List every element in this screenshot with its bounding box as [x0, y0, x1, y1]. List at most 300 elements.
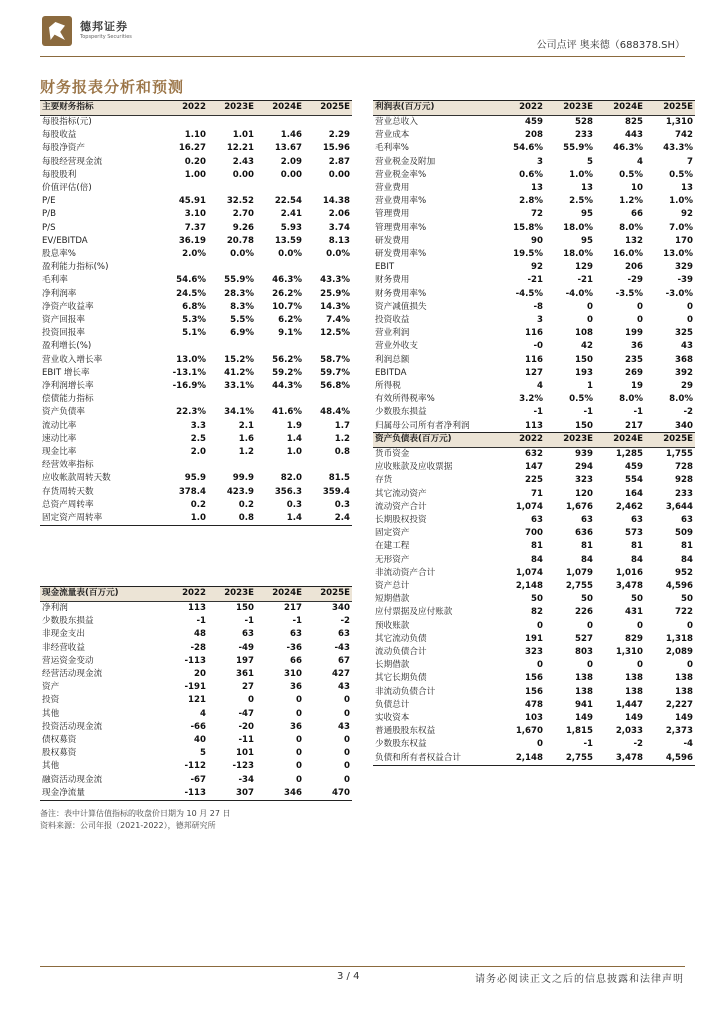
cell-value: 26.2%: [272, 288, 302, 299]
cell-value: 8.3%: [230, 301, 254, 312]
cell-value: 1.9: [286, 420, 302, 431]
cell-value: -66: [190, 721, 206, 732]
cell-value: 16.27: [178, 143, 206, 154]
table-row: [373, 659, 695, 672]
cell-value: 95.9: [184, 473, 206, 484]
row-label: 营业成本: [375, 130, 410, 141]
table-row: [40, 367, 352, 380]
cell-value: 63: [338, 629, 350, 640]
row-label: 营业总收入: [375, 117, 418, 127]
row-label: 其它流动资产: [375, 488, 427, 499]
table-row: [40, 274, 352, 287]
cell-value: 0: [344, 748, 350, 759]
table-row: [40, 420, 352, 433]
brand-logo-icon: [42, 16, 72, 46]
cell-value: 81: [631, 541, 643, 552]
row-label: 营业收入增长率: [42, 354, 103, 365]
cell-value: 459: [525, 117, 543, 127]
table-row: [40, 235, 352, 248]
cell-value: 0: [296, 735, 302, 746]
table-row: [40, 446, 352, 459]
table-row: [40, 668, 352, 681]
row-label: 归属母公司所有者净利润: [373, 420, 495, 434]
cell-value: -1: [633, 407, 643, 418]
cell-value: 470: [304, 787, 352, 801]
balance-table-wrap: [373, 432, 695, 766]
table-row: [40, 116, 352, 130]
cell-value: 2,373: [665, 726, 693, 737]
table-row: [40, 327, 352, 340]
table-row: [40, 774, 352, 787]
cell-value: 5.5%: [230, 315, 254, 326]
cell-value: 1,447: [615, 699, 643, 710]
table-row: [40, 602, 352, 616]
year-header: 2024E: [595, 433, 645, 448]
cell-value: 113: [495, 420, 545, 434]
cell-value: 58.7%: [320, 354, 350, 365]
cell-value: 0: [296, 748, 302, 759]
cell-value: 1.6: [238, 433, 254, 444]
cell-value: 1,074: [515, 501, 543, 512]
table-row: [40, 787, 352, 801]
cell-value: 1: [587, 381, 593, 392]
cell-value: 63: [290, 629, 302, 640]
cell-value: 50: [581, 594, 593, 605]
cell-value: [208, 340, 256, 353]
table-row: [40, 301, 352, 314]
cell-value: 1,670: [515, 726, 543, 737]
cell-value: 10: [631, 183, 643, 194]
cell-value: 3.3: [190, 420, 206, 431]
cell-value: 25.9%: [320, 288, 350, 299]
page-number: 3 / 4: [337, 971, 360, 982]
cell-value: 43: [338, 721, 350, 732]
cell-value: 4: [637, 156, 643, 167]
row-label: 营业税金率%: [375, 169, 427, 180]
cell-value: [160, 116, 208, 130]
cell-value: 5: [200, 748, 206, 759]
cell-value: 1.46: [280, 130, 302, 141]
cell-value: 233: [675, 488, 693, 499]
cell-value: 939: [575, 449, 593, 459]
cell-value: 1.01: [232, 130, 254, 141]
table-row: [40, 747, 352, 760]
cell-value: 132: [625, 235, 643, 246]
cell-value: 113: [188, 603, 206, 613]
cell-value: 7.0%: [669, 222, 693, 233]
cell-value: 3.74: [328, 222, 350, 233]
row-label: 应收帐款周转天数: [42, 473, 111, 484]
table-row: [40, 288, 352, 301]
table-row: [373, 554, 695, 567]
cell-value: 50: [531, 594, 543, 605]
cell-value: 5: [587, 156, 593, 167]
table-header-row: [40, 101, 352, 116]
table-row: [40, 142, 352, 155]
row-label: 流动资产合计: [375, 501, 427, 512]
cell-value: 27: [242, 682, 254, 693]
row-label: 盈利增长(%): [42, 341, 92, 352]
cell-value: -4.0%: [565, 288, 593, 299]
table-row: [373, 116, 695, 130]
report-type-company: 公司点评 奥来德（688378.SH）: [536, 40, 685, 51]
year-header: 2024E: [595, 101, 645, 116]
table-row: [373, 725, 695, 738]
year-header: 2023E: [545, 101, 595, 116]
table-row: [373, 686, 695, 699]
cell-value: 138: [625, 686, 643, 697]
cell-value: 149: [675, 713, 693, 724]
table-row: [373, 540, 695, 553]
cell-value: 13: [681, 183, 693, 194]
cell-value: 15.8%: [513, 222, 543, 233]
row-label: 每股净资产: [42, 143, 85, 154]
cell-value: 8.0%: [669, 394, 693, 405]
cell-value: 217: [595, 420, 645, 434]
table-row: [40, 156, 352, 169]
row-label: 研发费用率%: [375, 249, 427, 260]
table-row: [373, 646, 695, 659]
cell-value: [208, 459, 256, 472]
row-label: 有效所得税率%: [375, 394, 435, 405]
cell-value: 423.9: [226, 486, 254, 497]
year-header: 2022: [495, 101, 545, 116]
cell-value: 59.7%: [320, 367, 350, 378]
table-row: [40, 380, 352, 393]
cell-value: 0: [587, 315, 593, 326]
cell-value: 0.0%: [326, 249, 350, 260]
cell-value: 10.7%: [272, 301, 302, 312]
cell-value: 2.41: [280, 209, 302, 220]
cell-value: -67: [190, 774, 206, 785]
cell-value: -29: [627, 275, 643, 286]
cell-value: 0: [344, 735, 350, 746]
cell-value: [256, 340, 304, 353]
cell-value: 2,462: [615, 501, 643, 512]
row-label: 营业税金及附加: [375, 156, 436, 167]
cell-value: 48: [194, 629, 206, 640]
table-row: [40, 393, 352, 406]
cell-value: [208, 393, 256, 406]
cell-value: 1.0: [286, 447, 302, 458]
cell-value: 28.3%: [224, 288, 254, 299]
cell-value: 18.0%: [563, 249, 593, 260]
table-row: [373, 222, 695, 235]
cell-value: 120: [575, 488, 593, 499]
cell-value: 217: [284, 603, 302, 613]
cell-value: 359.4: [322, 486, 350, 497]
cell-value: -191: [184, 682, 206, 693]
cell-value: 742: [675, 130, 693, 141]
table-row: [373, 406, 695, 419]
cell-value: 0.00: [280, 169, 302, 180]
row-label: 现金比率: [42, 447, 77, 458]
row-label: 固定资产周转率: [40, 512, 160, 526]
cell-value: 0: [687, 620, 693, 631]
cell-value: 24.5%: [176, 288, 206, 299]
cell-value: 226: [575, 607, 593, 618]
table-row: [40, 681, 352, 694]
cell-value: 43: [681, 341, 693, 352]
cell-value: 3.10: [184, 209, 206, 220]
cell-value: 636: [575, 528, 593, 539]
cell-value: -112: [184, 761, 206, 772]
cell-value: 4: [537, 381, 543, 392]
cell-value: 14.3%: [320, 301, 350, 312]
table-row: [373, 169, 695, 182]
table-row: [40, 734, 352, 747]
cell-value: 952: [675, 567, 693, 578]
table-row: [40, 499, 352, 512]
cell-value: 63: [631, 515, 643, 526]
cell-value: 527: [575, 633, 593, 644]
table-row: [373, 580, 695, 593]
table-row: [40, 721, 352, 734]
cell-value: 19.5%: [513, 249, 543, 260]
cell-value: 199: [625, 328, 643, 339]
cell-value: 323: [525, 647, 543, 658]
cell-value: -3.5%: [615, 288, 643, 299]
year-header: 2025E: [645, 101, 695, 116]
cell-value: 5.93: [280, 222, 302, 233]
cell-value: 0.00: [232, 169, 254, 180]
table-row: [373, 620, 695, 633]
cell-value: 36: [631, 341, 643, 352]
cell-value: 20.78: [226, 235, 254, 246]
cell-value: 32.52: [226, 196, 254, 207]
cell-value: 459: [625, 462, 643, 473]
cell-value: 191: [525, 633, 543, 644]
table-row: [373, 567, 695, 580]
cell-value: 81: [581, 541, 593, 552]
row-label: 债权募资: [42, 735, 77, 746]
cell-value: 2,755: [545, 752, 595, 766]
row-label: 投资活动现金流: [42, 721, 103, 732]
cell-value: 2.1: [238, 420, 254, 431]
row-label: 长期股权投资: [375, 515, 427, 526]
cell-value: 0: [687, 301, 693, 312]
cell-value: 206: [625, 262, 643, 273]
cell-value: 13.67: [274, 143, 302, 154]
cell-value: 108: [575, 328, 593, 339]
row-label: 净利润: [42, 603, 68, 613]
row-label: 负债总计: [375, 699, 410, 710]
cell-value: 6.8%: [182, 301, 206, 312]
row-label: 资产: [42, 682, 60, 693]
cell-value: 0: [687, 660, 693, 671]
cell-value: 1.00: [184, 169, 206, 180]
table-row: [373, 593, 695, 606]
cell-value: 0.0%: [230, 249, 254, 260]
cell-value: 156: [525, 686, 543, 697]
row-label: 经营效率指标: [42, 460, 94, 471]
cell-value: 81: [531, 541, 543, 552]
cell-value: [304, 459, 352, 472]
row-label: 盈利能力指标(%): [42, 262, 109, 273]
cell-value: 29: [681, 381, 693, 392]
row-label: P/B: [42, 209, 56, 220]
table-row: [373, 340, 695, 353]
cell-value: 340: [645, 420, 695, 434]
cell-value: 509: [675, 528, 693, 539]
cell-value: 1.0%: [569, 169, 593, 180]
row-label: 流动比率: [42, 420, 77, 431]
cell-value: -8: [533, 301, 543, 312]
cell-value: 147: [525, 462, 543, 473]
cell-value: 310: [284, 669, 302, 680]
row-label: 利润总额: [375, 354, 410, 365]
cell-value: 41.2%: [224, 367, 254, 378]
cell-value: 7.37: [184, 222, 206, 233]
table-row: [373, 301, 695, 314]
cell-value: 67: [338, 655, 350, 666]
table-row: [40, 354, 352, 367]
year-header: 2025E: [304, 587, 352, 602]
cell-value: 13.0%: [176, 354, 206, 365]
cell-value: 71: [531, 488, 543, 499]
table-title: 资产负债表(百万元): [373, 433, 495, 448]
cell-value: 56.2%: [272, 354, 302, 365]
row-label: 少数股东损益: [375, 407, 427, 418]
table-row: [40, 615, 352, 628]
table-row: [373, 501, 695, 514]
cell-value: 431: [625, 607, 643, 618]
cell-value: 81.5: [328, 473, 350, 484]
cell-value: 0.6%: [519, 169, 543, 180]
cell-value: 233: [575, 130, 593, 141]
cell-value: 1.4: [256, 512, 304, 526]
cell-value: 15.2%: [224, 354, 254, 365]
row-label: 股权募资: [42, 748, 77, 759]
row-label: 营运资金变动: [42, 655, 94, 666]
cell-value: 22.54: [274, 196, 302, 207]
cell-value: 2,089: [665, 647, 693, 658]
cell-value: 356.3: [274, 486, 302, 497]
row-label: 其他: [42, 708, 60, 719]
cell-value: 63: [681, 515, 693, 526]
cell-value: 127: [525, 367, 543, 378]
cell-value: 0: [344, 695, 350, 706]
cell-value: [304, 261, 352, 274]
table-row: [40, 340, 352, 353]
brand-name: 德邦证券: [80, 20, 128, 33]
cell-value: 43.3%: [320, 275, 350, 286]
cell-value: 0.0%: [278, 249, 302, 260]
table-row: [373, 235, 695, 248]
row-label: 速动比率: [42, 433, 77, 444]
cell-value: 82.0: [280, 473, 302, 484]
cell-value: 13.0%: [663, 249, 693, 260]
row-label: 非流动资产合计: [375, 567, 436, 578]
cell-value: 2.4: [304, 512, 352, 526]
year-header: 2023E: [208, 587, 256, 602]
cell-value: 829: [625, 633, 643, 644]
note-valuation-date: 备注：表中计算估值指标的收盘价日期为 10 月 27 日: [40, 809, 231, 818]
row-label: 偿债能力指标: [42, 394, 94, 405]
cell-value: 2,148: [495, 752, 545, 766]
cell-value: -2: [633, 739, 643, 750]
cell-value: 149: [575, 713, 593, 724]
cell-value: 99.9: [232, 473, 254, 484]
cell-value: 0.5%: [569, 394, 593, 405]
cell-value: 2,148: [515, 581, 543, 592]
table-row: [40, 486, 352, 499]
cell-value: -3.0%: [665, 288, 693, 299]
cell-value: 46.3%: [613, 143, 643, 154]
cell-value: 1,016: [615, 567, 643, 578]
cell-value: 55.9%: [563, 143, 593, 154]
cell-value: [208, 116, 256, 130]
table-row: [373, 327, 695, 340]
row-label: 少数股东权益: [375, 739, 427, 750]
cell-value: -1: [533, 407, 543, 418]
cell-value: 0: [537, 739, 543, 750]
year-header: 2023E: [545, 433, 595, 448]
cell-value: 6.9%: [230, 328, 254, 339]
cell-value: [256, 459, 304, 472]
table-row: [373, 274, 695, 287]
row-label: 预收账款: [375, 620, 410, 631]
row-label: 在建工程: [375, 541, 410, 552]
cell-value: 0.5%: [619, 169, 643, 180]
indicators-table-wrap: [40, 100, 352, 526]
cell-value: 700: [525, 528, 543, 539]
cell-value: 573: [625, 528, 643, 539]
table-row: [373, 156, 695, 169]
row-label: EBIT: [375, 262, 395, 273]
cell-value: 3: [537, 156, 543, 167]
table-row: [373, 633, 695, 646]
table-row: [40, 261, 352, 274]
cell-value: [304, 116, 352, 130]
cell-value: 3,644: [665, 501, 693, 512]
cell-value: 2.0: [190, 447, 206, 458]
cell-value: 129: [575, 262, 593, 273]
row-label: 资产减值损失: [375, 301, 427, 312]
cell-value: 632: [525, 449, 543, 459]
cell-value: -43: [334, 642, 350, 653]
cell-value: 2.8%: [519, 196, 543, 207]
cell-value: 0: [344, 774, 350, 785]
row-label: 财务费用: [375, 275, 410, 286]
table-row: [40, 512, 352, 526]
table-row: [373, 314, 695, 327]
income-table: [373, 100, 695, 434]
table-row: [373, 288, 695, 301]
cell-value: 2.09: [280, 156, 302, 167]
table-row: [373, 261, 695, 274]
cell-value: -1: [244, 616, 254, 627]
cell-value: 941: [575, 699, 593, 710]
brand-name-en: Topsperity Securities: [80, 34, 132, 40]
cell-value: 235: [625, 354, 643, 365]
cell-value: -20: [238, 721, 254, 732]
cell-value: -1: [583, 407, 593, 418]
cell-value: 1.7: [334, 420, 350, 431]
table-row: [40, 472, 352, 485]
table-row: [373, 393, 695, 406]
cell-value: 72: [531, 209, 543, 220]
table-row: [373, 182, 695, 195]
table-row: [373, 752, 695, 766]
cell-value: 1.10: [184, 130, 206, 141]
cell-value: 42: [581, 341, 593, 352]
row-label: 货币资金: [375, 449, 410, 459]
cell-value: 225: [525, 475, 543, 486]
cell-value: -21: [527, 275, 543, 286]
row-label: 资产回报率: [42, 315, 85, 326]
cell-value: -39: [677, 275, 693, 286]
